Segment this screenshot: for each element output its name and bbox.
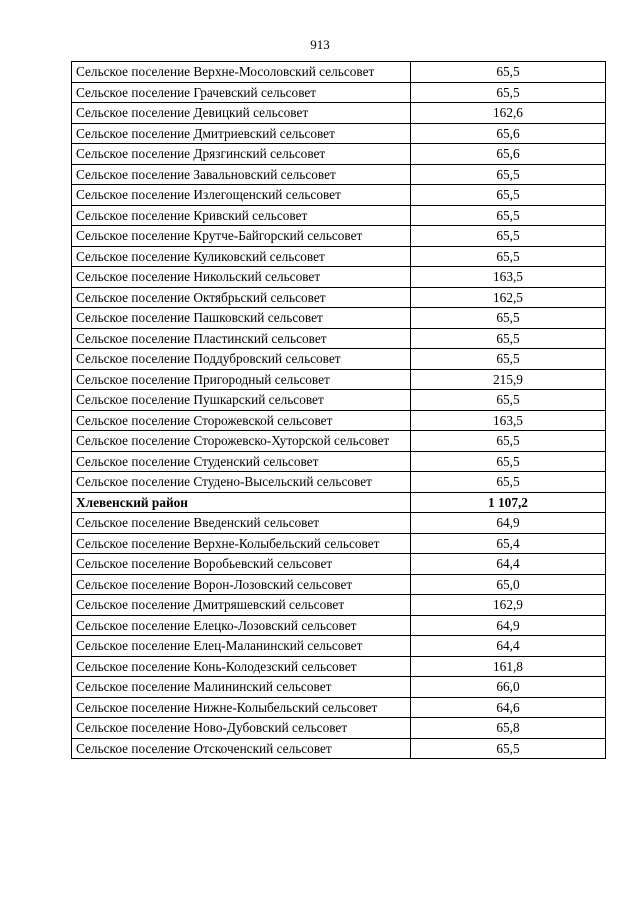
amount-cell: 65,5 — [411, 349, 606, 370]
table-row — [72, 308, 606, 329]
amount-cell: 162,6 — [411, 103, 606, 124]
settlement-name-cell: Сельское поселение Излегощенский сельсовет — [72, 185, 411, 206]
amount-cell: 162,5 — [411, 287, 606, 308]
settlement-name-cell: Сельское поселение Кривский сельсовет — [72, 205, 411, 226]
settlement-name-cell: Сельское поселение Верхне-Колыбельский сельсовет — [72, 533, 411, 554]
table-row — [72, 533, 606, 554]
district-total-cell: 1 107,2 — [411, 492, 606, 513]
settlement-name-cell: Сельское поселение Сторожевской сельсовет — [72, 410, 411, 431]
amount-cell: 65,5 — [411, 431, 606, 452]
settlement-name-cell: Сельское поселение Пригородный сельсовет — [72, 369, 411, 390]
amount-cell: 64,9 — [411, 513, 606, 534]
settlement-name-cell: Сельское поселение Октябрьский сельсовет — [72, 287, 411, 308]
settlement-name-cell: Сельское поселение Нижне-Колыбельский сельсовет — [72, 697, 411, 718]
settlement-name-cell: Сельское поселение Поддубровский сельсовет — [72, 349, 411, 370]
table-row — [72, 82, 606, 103]
settlement-name-cell: Сельское поселение Отскоченский сельсовет — [72, 738, 411, 759]
settlement-name-cell: Сельское поселение Грачевский сельсовет — [72, 82, 411, 103]
table-row — [72, 677, 606, 698]
table-row — [72, 287, 606, 308]
amount-cell: 161,8 — [411, 656, 606, 677]
table-row — [72, 349, 606, 370]
table-row — [72, 205, 606, 226]
settlement-name-cell: Сельское поселение Дмитриевский сельсовет — [72, 123, 411, 144]
table-row — [72, 554, 606, 575]
settlement-name-cell: Сельское поселение Ново-Дубовский сельсовет — [72, 718, 411, 739]
settlement-name-cell: Сельское поселение Никольский сельсовет — [72, 267, 411, 288]
settlement-name-cell: Сельское поселение Пластинский сельсовет — [72, 328, 411, 349]
district-row — [72, 492, 606, 513]
settlement-name-cell: Сельское поселение Пушкарский сельсовет — [72, 390, 411, 411]
table-row — [72, 103, 606, 124]
settlement-name-cell: Сельское поселение Ворон-Лозовский сельсовет — [72, 574, 411, 595]
settlement-name-cell: Сельское поселение Девицкий сельсовет — [72, 103, 411, 124]
table-row — [72, 226, 606, 247]
table-row — [72, 738, 606, 759]
table-row — [72, 144, 606, 165]
amount-cell: 64,4 — [411, 636, 606, 657]
amount-cell: 162,9 — [411, 595, 606, 616]
settlement-name-cell: Сельское поселение Крутче-Байгорский сельсовет — [72, 226, 411, 247]
settlement-name-cell: Сельское поселение Дрязгинский сельсовет — [72, 144, 411, 165]
amount-cell: 65,4 — [411, 533, 606, 554]
amount-cell: 65,5 — [411, 226, 606, 247]
amount-cell: 65,5 — [411, 185, 606, 206]
settlement-name-cell: Сельское поселение Студенский сельсовет — [72, 451, 411, 472]
amount-cell: 163,5 — [411, 410, 606, 431]
settlement-name-cell: Сельское поселение Сторожевско-Хуторской сельсовет — [72, 431, 411, 452]
amount-cell: 65,6 — [411, 123, 606, 144]
amount-cell: 65,5 — [411, 451, 606, 472]
table-row — [72, 472, 606, 493]
table-row — [72, 451, 606, 472]
table-row — [72, 369, 606, 390]
amount-cell: 65,6 — [411, 144, 606, 165]
table-row — [72, 656, 606, 677]
amount-cell: 65,5 — [411, 472, 606, 493]
amount-cell: 65,0 — [411, 574, 606, 595]
amount-cell: 65,5 — [411, 390, 606, 411]
amount-cell: 65,5 — [411, 164, 606, 185]
settlement-name-cell: Сельское поселение Куликовский сельсовет — [72, 246, 411, 267]
settlement-name-cell: Сельское поселение Завальновский сельсовет — [72, 164, 411, 185]
table-row — [72, 574, 606, 595]
amount-cell: 163,5 — [411, 267, 606, 288]
table-row — [72, 513, 606, 534]
table-row — [72, 697, 606, 718]
table-row — [72, 164, 606, 185]
settlement-name-cell: Сельское поселение Воробьевский сельсовет — [72, 554, 411, 575]
amount-cell: 65,5 — [411, 308, 606, 329]
amount-cell: 64,9 — [411, 615, 606, 636]
table-row — [72, 267, 606, 288]
amount-cell: 65,5 — [411, 205, 606, 226]
table-row — [72, 410, 606, 431]
settlement-name-cell: Сельское поселение Малининский сельсовет — [72, 677, 411, 698]
amount-cell: 64,4 — [411, 554, 606, 575]
allocation-table — [71, 61, 606, 759]
table-row — [72, 246, 606, 267]
settlement-name-cell: Сельское поселение Студено-Высельский сельсовет — [72, 472, 411, 493]
district-name-cell: Хлевенский район — [72, 492, 411, 513]
amount-cell: 66,0 — [411, 677, 606, 698]
amount-cell: 65,8 — [411, 718, 606, 739]
amount-cell: 64,6 — [411, 697, 606, 718]
table-row — [72, 123, 606, 144]
settlement-name-cell: Сельское поселение Елецко-Лозовский сельсовет — [72, 615, 411, 636]
amount-cell: 65,5 — [411, 328, 606, 349]
table-row — [72, 185, 606, 206]
table-row — [72, 636, 606, 657]
table-row — [72, 390, 606, 411]
amount-cell: 65,5 — [411, 246, 606, 267]
settlement-name-cell: Сельское поселение Елец-Маланинский сельсовет — [72, 636, 411, 657]
settlement-name-cell: Сельское поселение Пашковский сельсовет — [72, 308, 411, 329]
table-row — [72, 62, 606, 83]
settlement-name-cell: Сельское поселение Дмитряшевский сельсовет — [72, 595, 411, 616]
amount-cell: 65,5 — [411, 62, 606, 83]
amount-cell: 215,9 — [411, 369, 606, 390]
table-row — [72, 718, 606, 739]
amount-cell: 65,5 — [411, 82, 606, 103]
table-row — [72, 431, 606, 452]
table-row — [72, 595, 606, 616]
table-row — [72, 328, 606, 349]
settlement-name-cell: Сельское поселение Введенский сельсовет — [72, 513, 411, 534]
amount-cell: 65,5 — [411, 738, 606, 759]
settlement-name-cell: Сельское поселение Конь-Колодезский сельсовет — [72, 656, 411, 677]
table-row — [72, 615, 606, 636]
page-number: 913 — [310, 37, 330, 52]
settlement-name-cell: Сельское поселение Верхне-Мосоловский сельсовет — [72, 62, 411, 83]
table-body — [72, 62, 606, 759]
